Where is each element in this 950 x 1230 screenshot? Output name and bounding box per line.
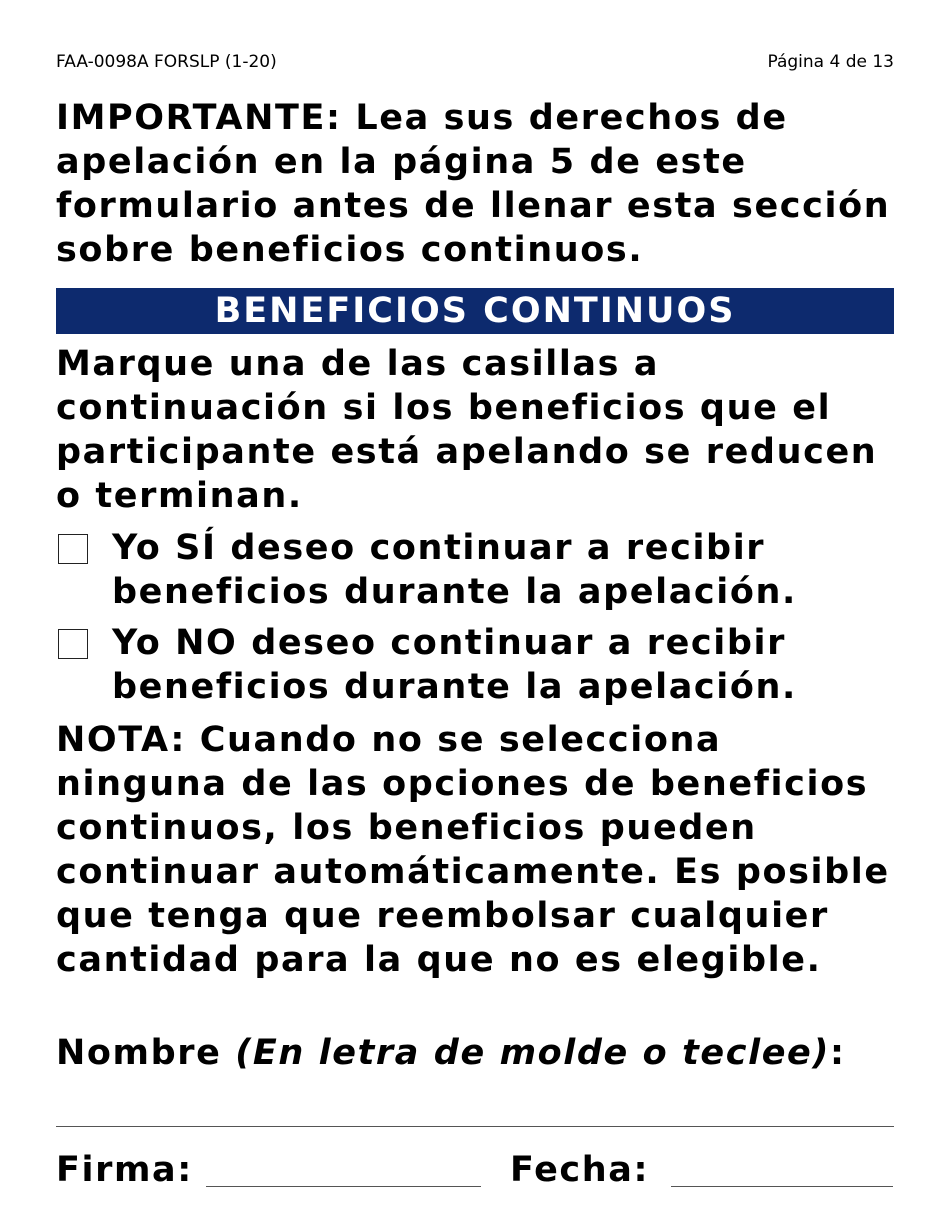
nota-text: NOTA: Cuando no se selecciona ninguna de las opciones de beneficios continuos, los beneficios pueden continuar automáticamente. Es posible que tenga que reembolsar cualquier cantidad para la que no es elegible. — [56, 720, 890, 980]
option-continue-yes-label: Yo SÍ deseo continuar a recibir beneficios durante la apelación. — [112, 528, 797, 612]
section-instructions: Marque una de las casillas a continuación si los beneficios que el participante está apelando se reducen o terminan. — [56, 344, 878, 516]
form-page — [56, 0, 894, 1230]
fecha-date-line[interactable] — [671, 1186, 893, 1187]
nombre-label-text: Nombre — [56, 1033, 236, 1073]
fecha-label: Fecha: — [510, 1150, 650, 1190]
important-notice: IMPORTANTE: Lea sus derechos de apelación en la página 5 de este formulario antes de llenar esta sección sobre beneficios continuos. — [56, 98, 891, 270]
nombre-hint: (En letra de molde o teclee) — [235, 1033, 830, 1073]
firma-label: Firma: — [56, 1150, 193, 1190]
continue-no-checkbox[interactable] — [58, 629, 88, 659]
firma-signature-line[interactable] — [206, 1186, 481, 1187]
page-header — [56, 52, 894, 76]
option-continue-no-label: Yo NO deseo continuar a recibir beneficios durante la apelación. — [112, 623, 797, 707]
nombre-input[interactable] — [56, 1088, 894, 1124]
nombre-label — [56, 1031, 894, 1075]
form-id: FAA-0098A FORSLP (1-20) — [56, 52, 277, 72]
nombre-colon: : — [829, 1033, 846, 1073]
nombre-line — [56, 1126, 894, 1127]
section-banner: BENEFICIOS CONTINUOS — [56, 288, 894, 334]
page-number: Página 4 de 13 — [767, 52, 894, 72]
continue-yes-checkbox[interactable] — [58, 534, 88, 564]
